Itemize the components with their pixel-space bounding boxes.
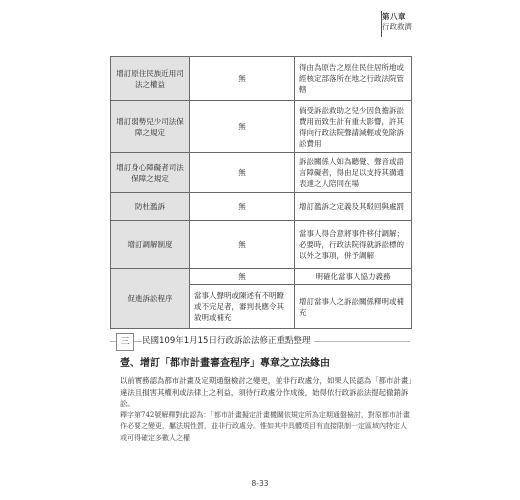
- row-label: 增訂原住民族近用司法之權益: [111, 57, 190, 101]
- old-provision: 無: [190, 153, 295, 193]
- table-row: [111, 153, 412, 193]
- subsection-heading: 壹、增訂「都市計畫審查程序」專章之立法緣由: [120, 358, 330, 369]
- row-label: 增訂身心障礙者司法保障之規定: [111, 153, 190, 193]
- paragraph: 釋字第742號解釋對此認為：「都市計畫擬定計畫機關依規定所為定期通盤檢討，對原都市計畫作必要之變更，屬法規性質，並非行政處分。惟如其中具體項目有直接限制一定區域內特定人或可得確定多數人之權: [120, 410, 410, 442]
- section-number: 三: [116, 333, 134, 351]
- old-provision: 當事人聲明或陳述有不明瞭或不完足者，審判長應令其敘明或補充: [190, 285, 295, 329]
- old-provision: 無: [190, 269, 295, 285]
- table-row: [111, 101, 412, 153]
- new-provision: 倘受訴訟救助之兒少因負擔訴訟費用而致生計有重大影響，許其得向行政法院聲請減輕或免除訴訟費用: [295, 101, 412, 153]
- row-label: 增訂調解制度: [111, 221, 190, 269]
- new-provision: 增訂當事人之訴訟關係釋明或補充: [295, 285, 412, 329]
- chapter-header: [382, 12, 412, 32]
- table-row: [111, 57, 412, 101]
- table-row: [111, 269, 412, 285]
- old-provision: 無: [190, 221, 295, 269]
- new-provision: 當事人得合意將事件移付調解；必要時，行政法院得就訴訟標的以外之事項，併予調解: [295, 221, 412, 269]
- old-provision: 無: [190, 57, 295, 101]
- row-label: 增訂弱勢兒少司法保障之規定: [111, 101, 190, 153]
- chapter-title: 行政救濟: [382, 22, 412, 31]
- new-provision: 增訂濫訴之定義及其駁回與處罰: [295, 193, 412, 221]
- new-provision: 訴訟關係人如為聽覺、聲音或語言障礙者，得由足以支持其溝通表達之人陪同在場: [295, 153, 412, 193]
- old-provision: 無: [190, 101, 295, 153]
- section-title: 民國109年1月15日行政訴訟法修正重點整理: [142, 334, 314, 348]
- paragraph: 以前實務認為都市計畫及定期通盤檢討之變更，並非行政處分，如果人民認為「都市計畫」違法且損害其權利或法律上之利益，須待行政處分作成後，始得依行政訴訟法提起撤銷訴訟。: [120, 376, 412, 409]
- new-provision: 明確化當事人協力義務: [295, 269, 412, 285]
- chapter-number: 第八章: [382, 12, 406, 21]
- row-label: 防杜濫訴: [111, 193, 190, 221]
- page-number: 8-33: [251, 479, 269, 488]
- amendment-table: [110, 56, 412, 329]
- table-row: [111, 221, 412, 269]
- body-text: [120, 375, 412, 445]
- row-label: 促進訴訟程序: [111, 269, 190, 329]
- old-provision: 無: [190, 193, 295, 221]
- table-row: [111, 193, 412, 221]
- new-provision: 得由為原告之原住民住居所地或經核定部落所在地之行政法院管轄: [295, 57, 412, 101]
